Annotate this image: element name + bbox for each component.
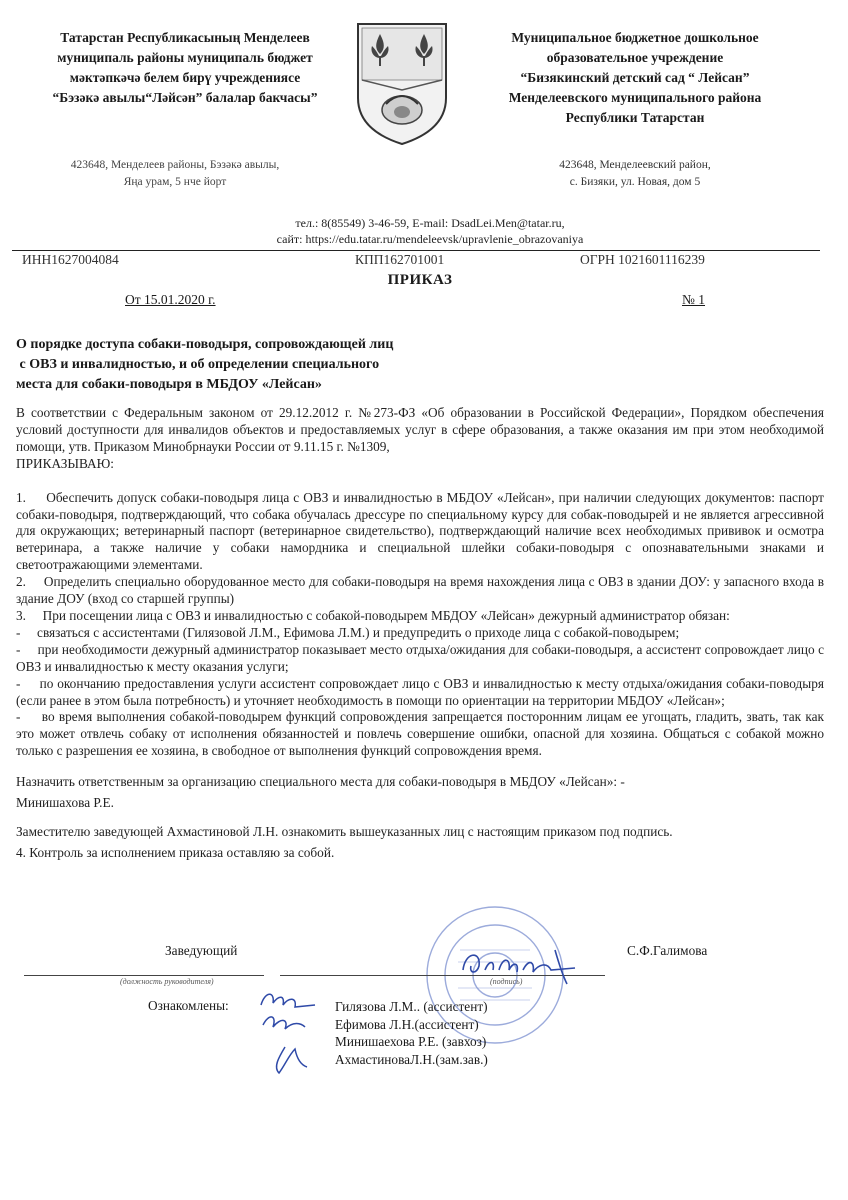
header-right-line: Республики Татарстан [565, 110, 705, 125]
address-left-line: 423648, Менделеев районы, Бэзәкә авылы, [70, 159, 280, 171]
address-right [520, 157, 750, 191]
responsible-name: Минишахова Р.Е. [16, 795, 114, 811]
acknowledged-signatures [255, 985, 335, 1085]
header-left-block [20, 28, 350, 108]
order-dash-2: - при необходимости дежурный администратор показывает место отдыха/ожидания для собаки-поводыря, а ассистент сопровождает лицо с ОВЗ и инвалидностью к месту оказания услуги; [16, 641, 828, 674]
acknowledged-person: Ефимова Л.Н.(ассистент) [335, 1016, 479, 1032]
address-left [40, 157, 310, 191]
contact-site: сайт: https://edu.tatar.ru/mendeleevsk/upravlenie_obrazovaniya [276, 232, 584, 246]
ogrn-code: ОГРН 1021601116239 [580, 252, 705, 267]
signer-name: С.Ф.Галимова [627, 943, 708, 958]
signature-caption: (подпись) [490, 977, 523, 986]
responsible-paragraph: Назначить ответственным за организацию специального места для собаки-поводыря в МБДОУ «Лейсан»: - [16, 774, 625, 790]
order-title [16, 335, 506, 395]
position-caption: (должность руководителя) [120, 977, 214, 986]
header-right-line: “Бизякинский детский сад “ Лейсан” [520, 70, 750, 85]
header-left-line: муниципаль районы муниципаль бюджет [57, 50, 313, 65]
acknowledged-person: Гилязова Л.М.. (ассистент) [335, 999, 488, 1014]
order-dash-1: - связаться с ассистентами (Гилязовой Л.М., Ефимова Л.М.) и предупредить о приходе лица с собакой-поводырем; [16, 624, 680, 640]
order-title-line: О порядке доступа собаки-поводыря, сопровождающей лиц [16, 337, 394, 352]
order-number: № 1 [682, 292, 706, 307]
acknowledged-person: АхмастиноваЛ.Н.(зам.зав.) [335, 1051, 488, 1067]
order-dash-3: - по окончанию предоставления услуги ассистент сопровождает лицо с ОВЗ и инвалидностью к месту отдыха/ожидания собаки-поводыря (если ранее в этом была потребность) и уточняет необходимость в помощи по ориентации на территории МБДОУ «Лейсан»; [16, 675, 828, 708]
order-date: От 15.01.2020 г. [125, 292, 216, 307]
address-left-line: Яңа урам, 5 нче йорт [123, 176, 227, 188]
director-signature [455, 940, 595, 995]
order-body [16, 405, 828, 862]
deputy-paragraph: Заместителю заведующей Ахмастиновой Л.Н. ознакомить вышеуказанных лиц с настоящим приказом под подпись. [16, 823, 673, 839]
header-left-line: Татарстан Республикасының Менделеев [60, 30, 310, 45]
contact-info [180, 215, 680, 247]
header-divider [12, 250, 820, 251]
header-left-line: мәктәпкәчә белем бирү учреждениясе [69, 70, 301, 85]
command-word: ПРИКАЗЫВАЮ: [16, 455, 114, 471]
inn-code: ИНН1627004084 [22, 252, 119, 267]
header-right-line: образовательное учреждение [546, 50, 724, 65]
order-heading: ПРИКАЗ [387, 272, 453, 288]
order-dash-4: - во время выполнения собакой-поводырем функций сопровождения запрещается посторонним лицам ее угощать, гладить, звать, так как это может отвлечь собаку от исполнения обязанностей и повлечь совершение ошибки, опасной для хозяина. Общаться с собакой можно только с разрешения ее хозяина, в свободное от выполнения функций сопровождения время. [16, 709, 828, 759]
acknowledged-label: Ознакомлены: [148, 998, 229, 1013]
position-line [24, 975, 264, 976]
order-item-1: 1. Обеспечить допуск собаки-поводыря лица с ОВЗ и инвалидностью в МБДОУ «Лейсан», при наличии следующих документов: паспорт собаки-поводыря, подтверждающий, что собака обучалась дрессуре по специальному курсу для собак-поводырей и не является агрессивной для окружающих; ветеринарный паспорт (ветеринарное свидетельство), подтверждающий наличие всех необходимых прививок и осмотра ветеринара, а также наличие у собаки намордника и специальной шлейки собаки-поводыря с опознавательными знаками и светоотражающими элементами. [16, 489, 828, 573]
acknowledged-list [335, 998, 488, 1068]
signer-position: Заведующий [165, 943, 238, 958]
header-right-line: Менделеевского муниципального района [508, 90, 762, 105]
order-title-line: места для собаки-поводыря в МБДОУ «Лейсан» [16, 377, 322, 392]
acknowledged-person: Минишаехова Р.Е. (завхоз) [335, 1034, 487, 1049]
control-paragraph: 4. Контроль за исполнением приказа оставляю за собой. [16, 844, 335, 860]
header-right-block [470, 28, 800, 128]
order-item-2: 2. Определить специально оборудованное место для собаки-поводыря на время нахождения лица с ОВЗ в здании ДОУ: у запасного входа в здание ДОУ (вход со старшей группы) [16, 574, 828, 607]
preamble-paragraph: В соответствии с Федеральным законом от 29.12.2012 г. №273-ФЗ «Об образовании в Российской Федерации», Порядком обеспечения условий доступности для инвалидов объектов и предоставляемых услуг в сфере образования, а также оказания им при этом необходимой помощи, утв. Приказом Минобрнауки России от 9.11.15 г. №1309, [16, 405, 824, 454]
header-left-line: “Бэзәкә авылы“Ләйсән” балалар бакчасы” [52, 90, 318, 105]
order-title-line: с ОВЗ и инвалидностью, и об определении специального [16, 357, 380, 372]
address-right-line: с. Бизяки, ул. Новая, дом 5 [569, 176, 701, 188]
kpp-code: КПП162701001 [355, 252, 445, 267]
order-item-3: 3. При посещении лица с ОВЗ и инвалидностью с собакой-поводырем МБДОУ «Лейсан» дежурный администратор обязан: [16, 607, 730, 623]
contact-phone: тел.: 8(85549) 3-46-59, E-mail: DsadLei.Men@tatar.ru, [295, 216, 565, 230]
address-right-line: 423648, Менделеевский район, [559, 159, 711, 171]
coat-of-arms-emblem [352, 18, 452, 153]
header-right-line: Муниципальное бюджетное дошкольное [511, 30, 759, 45]
